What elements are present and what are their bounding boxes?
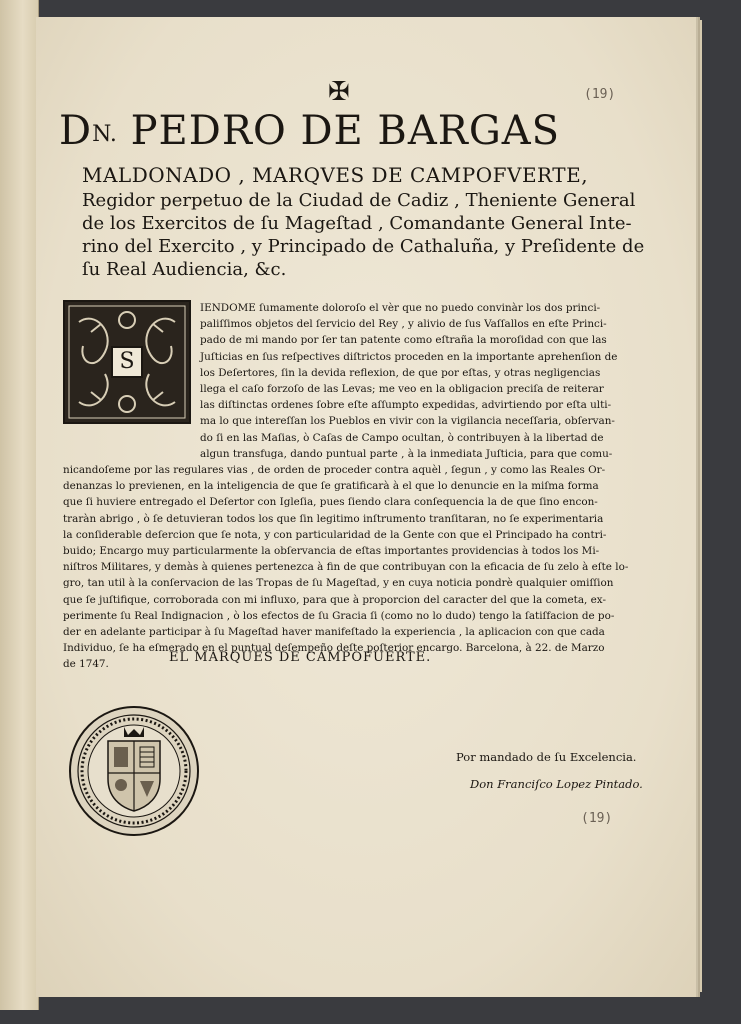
- seal-icon: [68, 705, 200, 837]
- folio-number-top: (19): [584, 87, 616, 102]
- decorated-initial: [63, 300, 191, 424]
- body-line: ma lo que intereſſan los Pueblos en vivir con la vigilancia neceſſaria, obſervan-: [200, 415, 615, 428]
- page-edge-strip: [696, 20, 702, 992]
- title-prefix: D: [59, 108, 93, 154]
- body-line: que ſe juſtifique, corroborada con mi influxo, para que à proporcion del caracter del que la cometa, ex-: [63, 593, 606, 606]
- body-line: pado de mi mando por ſer tan patente como eſtraña la moroſidad con que las: [200, 334, 607, 347]
- heading-line: de los Exercitos de ſu Mageſtad , Comandante General Inte-: [82, 213, 632, 234]
- heading-line: ſu Real Audiencia, &c.: [82, 259, 287, 280]
- subtitle: MALDONADO , MARQVES DE CAMPOFVERTE,: [82, 163, 589, 187]
- signature-line: EL MARQUES DE CAMPOFUERTE.: [169, 650, 432, 665]
- heading-line: Regidor perpetuo de la Ciudad de Cadiz , Theniente General: [82, 190, 636, 211]
- body-line: perimente ſu Real Indignacion , ò los efectos de ſu Gracia ſi (como no lo dudo) tengo la ſatiſfacion de po-: [63, 609, 615, 622]
- titles-block: [82, 189, 645, 281]
- body-line: los Deſertores, ſin la devida reflexion, de que por eſtas, y otras negligencias: [200, 366, 601, 379]
- body-line: niſtros Militares, y demàs à quienes pertenezca à fin de que contribuyan con la eficacia de ſu zelo à eſte lo-: [63, 561, 629, 574]
- body-line: der en adelante participar à ſu Mageſtad haver manifeſtado la experiencia , la aplicacion con que cada: [63, 626, 605, 639]
- body-line: Individuo, ſe ha eſmerado en el puntual deſempeño deſte poſterior encargo. Barcelona, à 22. de Marzo: [63, 642, 605, 655]
- body-line: do ſi en las Maſias, ò Caſas de Campo ocultan, ò contribuyen à la libertad de: [200, 431, 604, 444]
- body-line: algun transfuga, dando puntual parte , à la inmediata Juſticia, para que comu-: [200, 447, 613, 460]
- body-line: Juſticias en ſus reſpectives diſtrictos proceden en la importante aprehenſion de: [200, 350, 618, 363]
- folio-number-bottom: (19): [581, 811, 613, 826]
- facing-page-edge: [0, 0, 39, 1010]
- secretary-name: Don Franciſco Lopez Pintado.: [470, 777, 643, 791]
- title-superscript: N.: [92, 122, 117, 147]
- page-title: [59, 109, 659, 153]
- body-line: denanzas lo previenen, en la inteligencia de que ſe gratificarà à el que lo denuncie en la miſma forma: [63, 480, 599, 493]
- body-line: de 1747.: [63, 658, 109, 671]
- body-line: llega el caſo forzoſo de las Levas; me veo en la obligacion preciſa de reiterar: [200, 383, 604, 396]
- initial-letter: S: [111, 346, 143, 378]
- mandate-line: Por mandado de ſu Excelencia.: [456, 750, 637, 764]
- cross-icon: ✠: [328, 77, 350, 107]
- body-line: IENDOME ſumamente doloroſo el vèr que no puedo convinàr los dos princi-: [200, 302, 601, 314]
- body-line: que ſi huviere entregado el Deſertor con Igleſia, pues ſiendo clara conſequencia la de que ſino encon-: [63, 496, 598, 509]
- document-page: [36, 17, 696, 997]
- body-line: las diſtinctas ordenes ſobre eſte aſſumpto expedidas, advirtiendo por eſta ulti-: [200, 399, 612, 412]
- body-line: la conſiderable deſercion que ſe nota, y con particularidad de la Gente con que el Principado ha contri-: [63, 528, 607, 541]
- body-line: buido; Encargo muy particularmente la obſervancia de eſtas importantes providencias à todos los Mi-: [63, 545, 600, 558]
- body-line: paliſſimos objetos del ſervicio del Rey , y alivio de ſus Vaſſallos en eſte Princi-: [200, 318, 607, 331]
- body-line: traràn abrigo , ò ſe detuvieran todos los que ſin legitimo inſtrumento tranſitaran, no ſe experimentaria: [63, 512, 604, 525]
- body-line: gro, tan util à la conſervacion de las Tropas de ſu Mageſtad, y en cuya noticia pondrè qualquier omiſſion: [63, 577, 614, 590]
- title-name: PEDRO DE BARGAS: [116, 108, 561, 154]
- heading-line: rino del Exercito , y Principado de Cathaluña, y Preſidente de: [82, 236, 645, 257]
- body-line: nicandoſeme por las regulares vias , de orden de proceder contra aquèl , ſegun , y como las Reales Or-: [63, 464, 606, 477]
